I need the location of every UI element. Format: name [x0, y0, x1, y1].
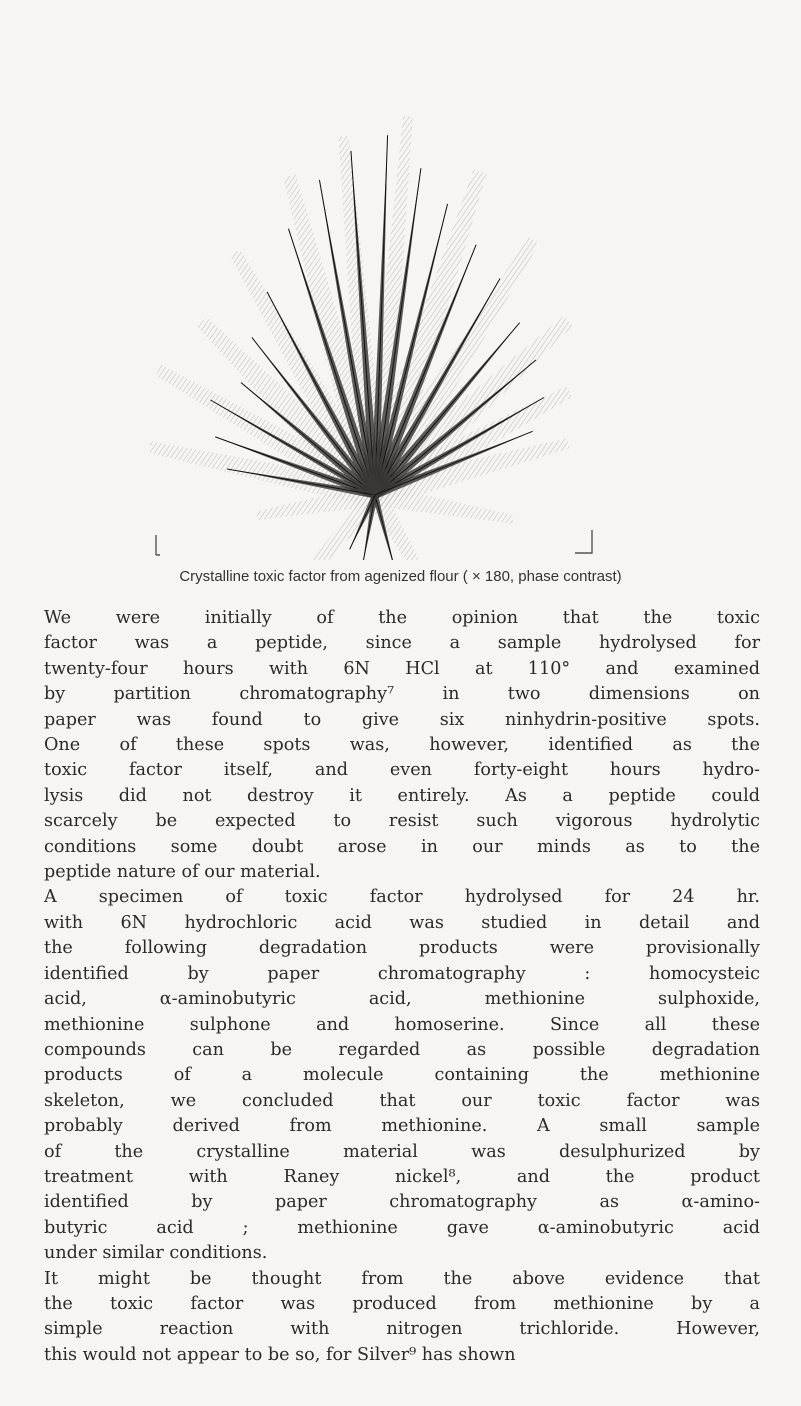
text-line: of the crystalline material was desulphurized by [44, 1141, 760, 1162]
text-line: One of these spots was, however, identified as the [44, 735, 760, 756]
text-line: butyric acid ; methionine gave α-aminobutyric acid [44, 1217, 760, 1238]
text-line: this would not appear to be so, for Silver⁹ has shown [44, 1344, 516, 1365]
paragraph [44, 606, 760, 885]
text-line: the following degradation products were provisionally [44, 938, 760, 959]
scale-bracket [156, 535, 160, 555]
text-line: We were initially of the opinion that the toxic [44, 608, 760, 628]
body-text [44, 606, 760, 1368]
text-line: under similar conditions. [44, 1243, 268, 1264]
text-line: probably derived from methionine. A small sample [44, 1116, 760, 1137]
text-line: toxic factor itself, and even forty-eight hours hydro- [44, 760, 760, 781]
text-line: products of a molecule containing the methionine [44, 1065, 760, 1086]
text-line: conditions some doubt arose in our minds as to the [44, 836, 760, 857]
text-line: identified by paper chromatography : homocysteic [44, 963, 760, 984]
scale-mark [575, 530, 592, 553]
paragraph [44, 1267, 760, 1369]
text-line: lysis did not destroy it entirely. As a peptide could [44, 785, 760, 806]
text-line: It might be thought from the above evidence that [44, 1268, 760, 1289]
paragraph [44, 885, 760, 1266]
text-line: paper was found to give six ninhydrin-positive spots. [44, 709, 760, 730]
text-line: treatment with Raney nickel⁸, and the product [44, 1166, 760, 1187]
text-line: simple reaction with nitrogen trichloride. However, [44, 1319, 760, 1340]
text-line: skeleton, we concluded that our toxic factor was [44, 1090, 760, 1111]
text-line: peptide nature of our material. [44, 862, 321, 883]
crystal-micrograph [150, 110, 600, 560]
figure-caption: Crystalline toxic factor from agenized flour ( × 180, phase contrast) [179, 568, 622, 585]
text-line: compounds can be regarded as possible degradation [44, 1039, 760, 1060]
text-line: acid, α-aminobutyric acid, methionine sulphoxide, [44, 989, 760, 1010]
text-line: identified by paper chromatography as α-amino- [44, 1192, 760, 1213]
crystal-needles [210, 135, 543, 560]
text-line: by partition chromatography⁷ in two dimensions on [44, 684, 760, 705]
text-line: the toxic factor was produced from methionine by a [44, 1293, 760, 1314]
text-line: methionine sulphone and homoserine. Since all these [44, 1014, 760, 1035]
text-line: A specimen of toxic factor hydrolysed for 24 hr. [44, 887, 760, 908]
micrograph-figure [150, 110, 600, 560]
text-line: factor was a peptide, since a sample hydrolysed for [44, 633, 760, 654]
text-line: with 6N hydrochloric acid was studied in detail and [44, 912, 760, 933]
text-line: scarcely be expected to resist such vigorous hydrolytic [44, 811, 760, 832]
text-line: twenty-four hours with 6N HCl at 110° and examined [44, 658, 760, 679]
